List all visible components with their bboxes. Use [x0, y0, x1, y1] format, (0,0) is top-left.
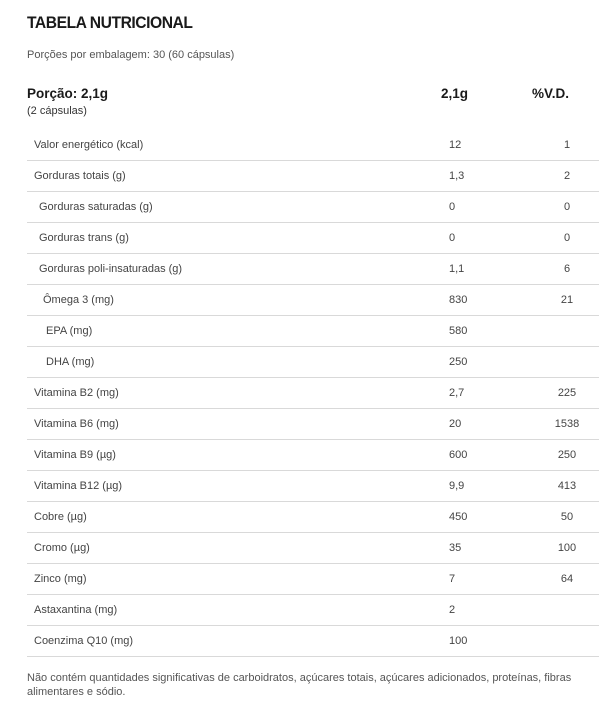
nutrient-name: Gorduras saturadas (g): [39, 201, 153, 213]
nutrient-amount: 580: [449, 325, 468, 337]
nutrient-amount: 1,3: [449, 170, 465, 182]
nutrient-name: Cobre (µg): [34, 511, 87, 523]
table-row: [27, 409, 599, 440]
nutrient-amount: 35: [449, 542, 462, 554]
nutrient-name: Vitamina B6 (mg): [34, 418, 119, 430]
nutrient-daily-value: 50: [560, 511, 574, 523]
nutrient-name: Vitamina B9 (µg): [34, 449, 116, 461]
daily-value-column-header: %V.D.: [532, 86, 570, 101]
nutrient-daily-value: 250: [557, 449, 577, 461]
portion-subtitle: (2 cápsulas): [27, 105, 87, 117]
nutrient-name: DHA (mg): [46, 356, 95, 368]
nutrient-daily-value: 21: [560, 294, 574, 306]
amount-column-header: 2,1g: [441, 86, 469, 101]
nutrition-table: [27, 130, 599, 657]
nutrient-amount: 2: [449, 604, 456, 616]
nutrient-name: Gorduras totais (g): [34, 170, 126, 182]
table-row: [27, 316, 599, 347]
nutrient-daily-value: 64: [560, 573, 574, 585]
nutrient-amount: 100: [449, 635, 468, 647]
nutrient-name: Zinco (mg): [34, 573, 87, 585]
nutrient-daily-value: 1: [563, 139, 571, 151]
nutrient-daily-value: 6: [563, 263, 571, 275]
nutrient-amount: 0: [449, 232, 456, 244]
nutrient-daily-value: 0: [563, 232, 571, 244]
portion-label: Porção: 2,1g: [27, 86, 109, 101]
nutrient-amount: 20: [449, 418, 462, 430]
nutrient-daily-value: 225: [557, 387, 577, 399]
nutrient-amount: 7: [449, 573, 456, 585]
nutrient-name: EPA (mg): [46, 325, 93, 337]
table-row: [27, 533, 599, 564]
nutrient-amount: 830: [449, 294, 468, 306]
nutrient-daily-value: 2: [563, 170, 571, 182]
table-row: [27, 564, 599, 595]
nutrient-amount: 450: [449, 511, 468, 523]
page-title: TABELA NUTRICIONAL: [27, 13, 193, 32]
nutrient-amount: 12: [449, 139, 462, 151]
nutrient-name: Vitamina B2 (mg): [34, 387, 119, 399]
nutrient-amount: 600: [449, 449, 468, 461]
table-row: [27, 595, 599, 626]
table-row: [27, 347, 599, 378]
table-row: [27, 471, 599, 502]
nutrient-name: Coenzima Q10 (mg): [34, 635, 134, 647]
table-row: [27, 161, 599, 192]
servings-per-package: Porções por embalagem: 30 (60 cápsulas): [27, 49, 235, 61]
table-row: [27, 254, 599, 285]
table-row: [27, 285, 599, 316]
nutrient-name: Gorduras poli-insaturadas (g): [39, 263, 183, 275]
nutrient-amount: 1,1: [449, 263, 465, 275]
nutrient-amount: 0: [449, 201, 456, 213]
nutrient-daily-value: 1538: [554, 418, 580, 430]
table-row: [27, 130, 599, 161]
nutrient-daily-value: 100: [557, 542, 577, 554]
table-row: [27, 626, 599, 657]
nutrient-name: Cromo (µg): [34, 542, 90, 554]
nutrient-amount: 2,7: [449, 387, 465, 399]
table-row: [27, 502, 599, 533]
table-row: [27, 440, 599, 471]
table-row: [27, 192, 599, 223]
nutrient-daily-value: 0: [563, 201, 571, 213]
nutrient-name: Valor energético (kcal): [34, 139, 144, 151]
nutrient-amount: 9,9: [449, 480, 465, 492]
nutrient-name: Astaxantina (mg): [34, 604, 118, 616]
footnote: Não contém quantidades significativas de carboidratos, açúcares totais, açúcares adicionados, proteínas, fibras alimentares e sódio.: [27, 672, 572, 698]
nutrient-name: Ômega 3 (mg): [43, 294, 114, 306]
table-row: [27, 223, 599, 254]
nutrient-amount: 250: [449, 356, 468, 368]
nutrient-name: Vitamina B12 (µg): [34, 480, 123, 492]
nutrient-name: Gorduras trans (g): [39, 232, 129, 244]
nutrient-daily-value: 413: [557, 480, 577, 492]
table-row: [27, 378, 599, 409]
